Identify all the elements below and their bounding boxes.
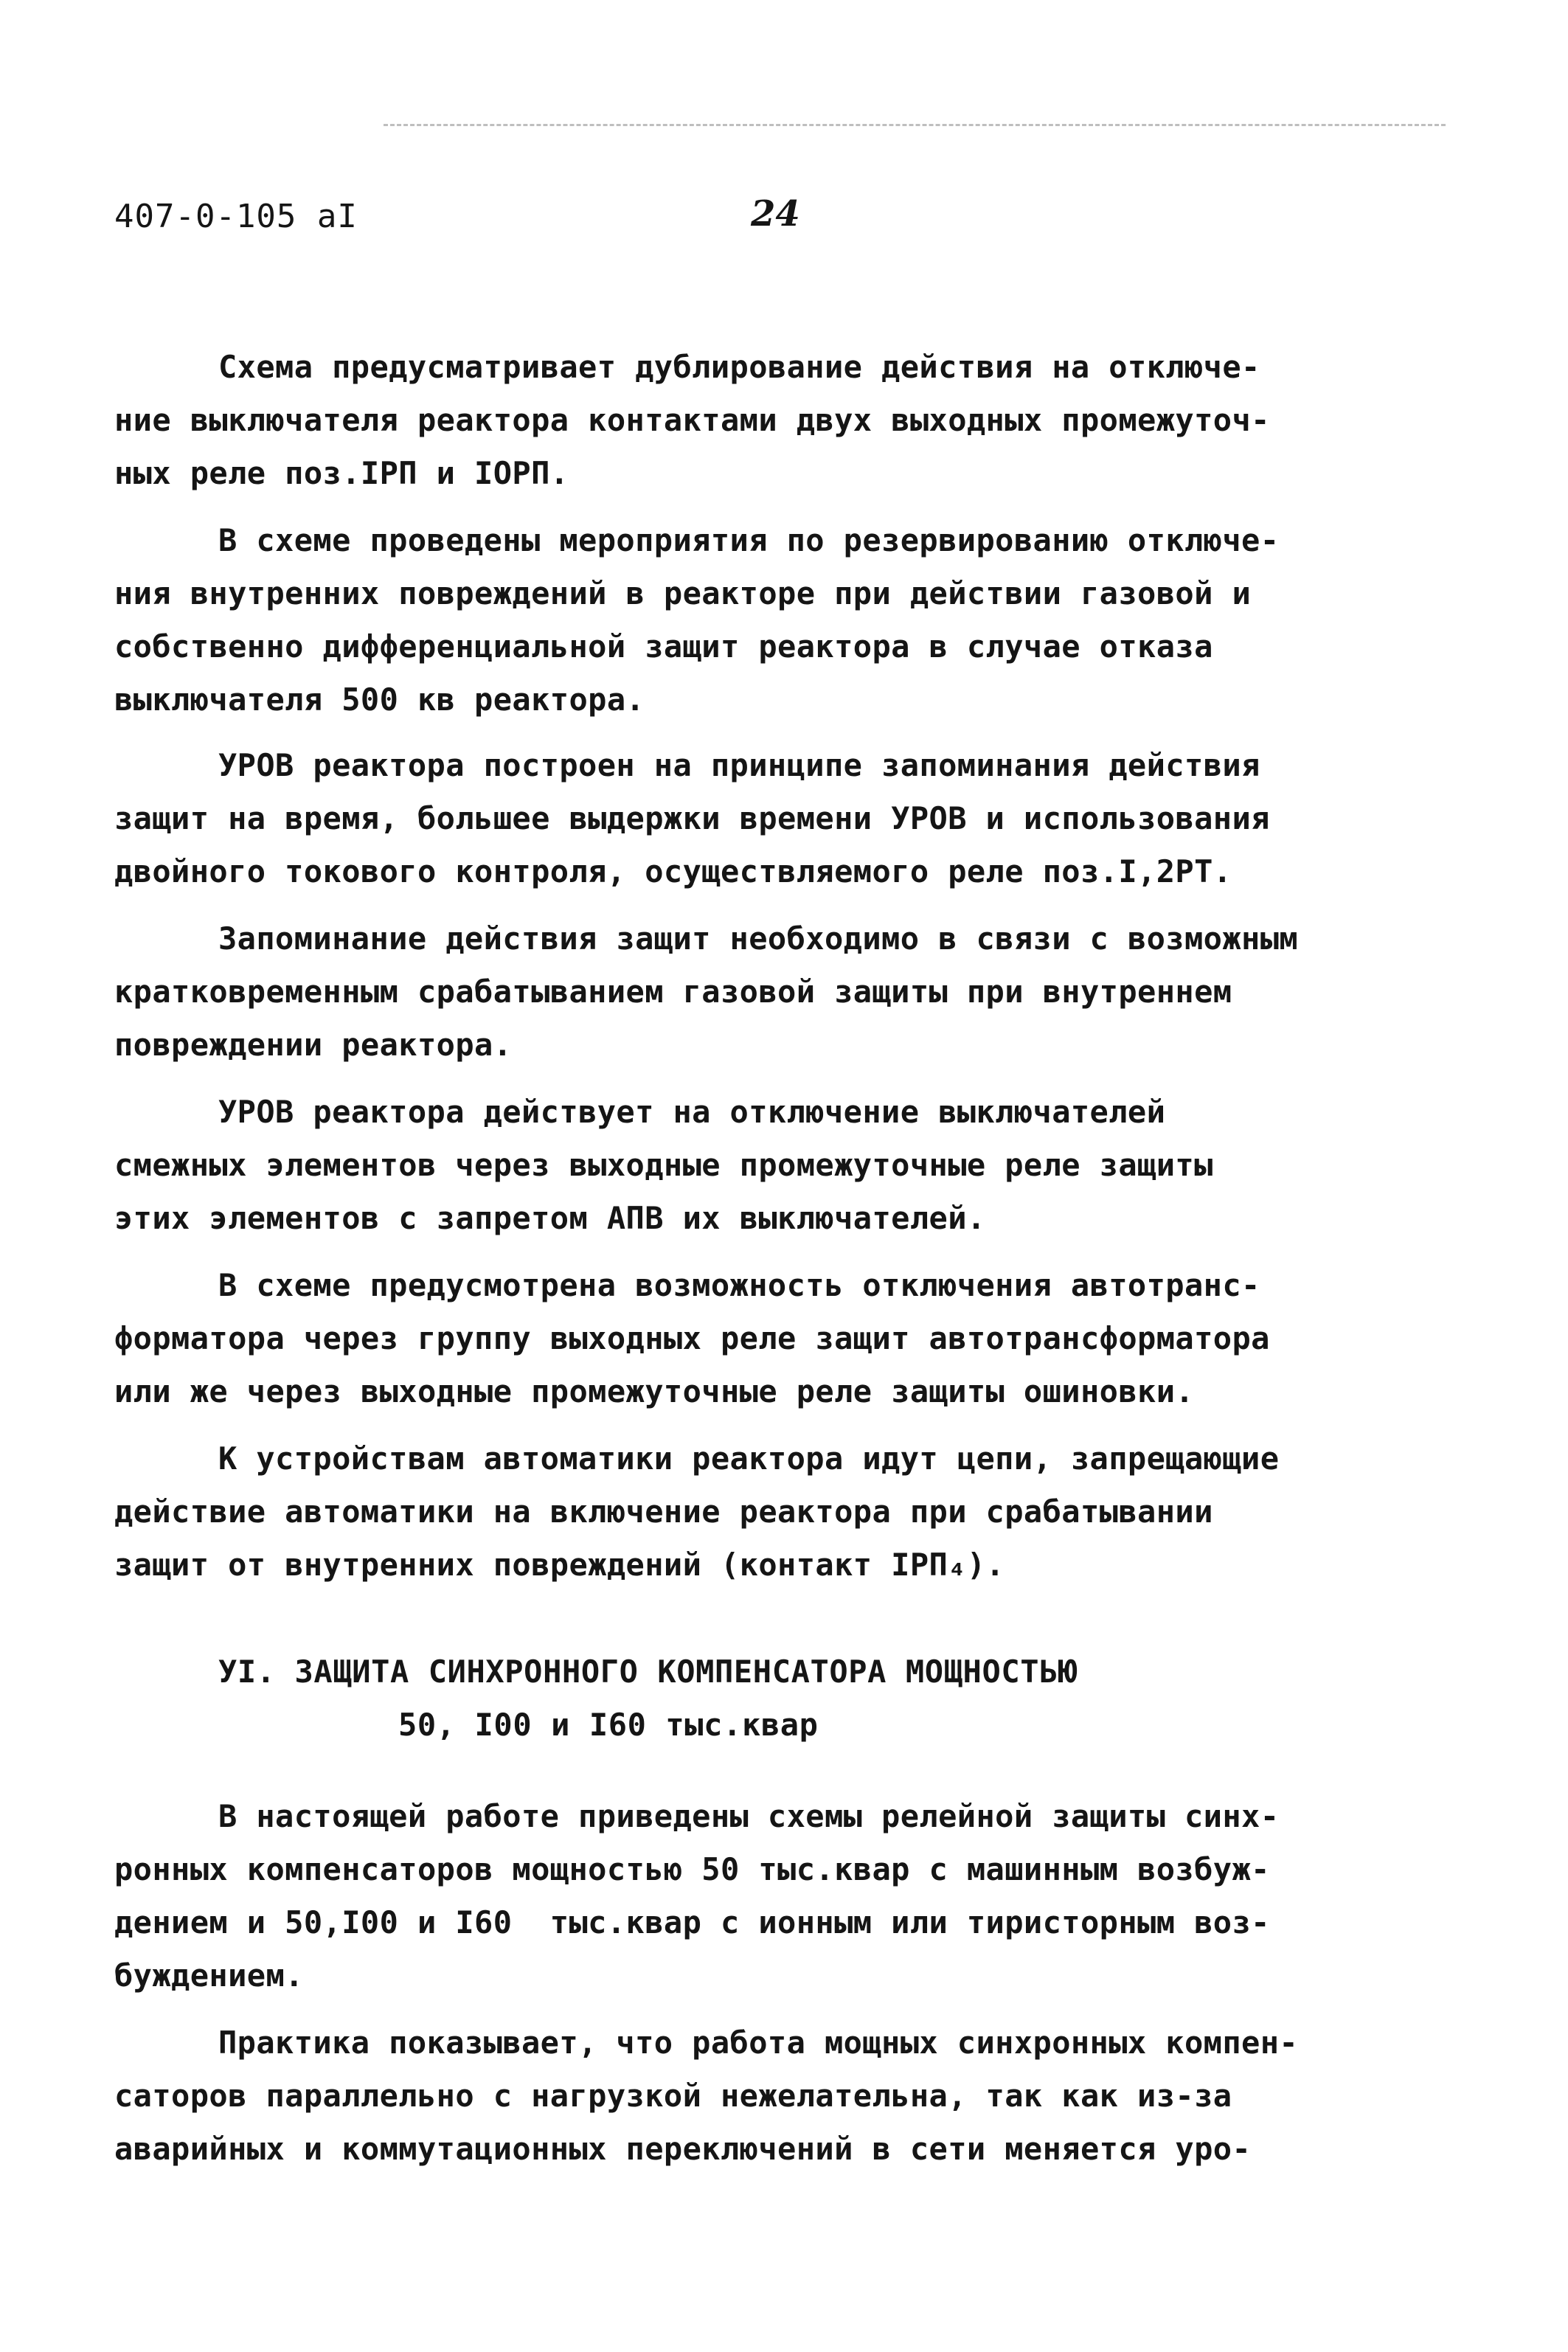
paragraph-7-line-2: действие автоматики на включение реактора при срабатывании xyxy=(114,1494,1213,1530)
paragraph-3-line-3: двойного токового контроля, осуществляемого реле поз.I,2РТ. xyxy=(114,853,1232,889)
paragraph-1-line-3: ных реле поз.IРП и IОРП. xyxy=(114,455,569,491)
paragraph-2-line-2: ния внутренних повреждений в реакторе при действии газовой и xyxy=(114,575,1252,611)
paragraph-2-line-3: собственно дифференциальной защит реактора в случае отказа xyxy=(114,628,1213,665)
paragraph-7-line-3: защит от внутренних повреждений (контакт IРП₄). xyxy=(114,1547,1005,1583)
section-paragraph-1-line-1: В настоящей работе приведены схемы релейной защиты синх- xyxy=(218,1798,1280,1834)
paragraph-5-line-1: УРОВ реактора действует на отключение выключателей xyxy=(218,1094,1166,1130)
paragraph-3-line-2: защит на время, большее выдержки времени УРОВ и использования xyxy=(114,800,1270,836)
page-number: 24 xyxy=(751,193,800,235)
paragraph-3-line-1: УРОВ реактора построен на принципе запоминания действия xyxy=(218,747,1260,783)
section-paragraph-2-line-1: Практика показывает, что работа мощных синхронных компен- xyxy=(218,2025,1299,2061)
section-paragraph-2-line-3: аварийных и коммутационных переключений в сети меняется уро- xyxy=(114,2131,1252,2167)
section-paragraph-2-line-2: саторов параллельно с нагрузкой нежелательна, так как из-за xyxy=(114,2078,1232,2114)
document-code: 407-0-105 аI xyxy=(114,198,358,235)
paragraph-7-line-1: К устройствам автоматики реактора идут цепи, запрещающие xyxy=(218,1440,1280,1477)
section-heading-line-1: УI. ЗАЩИТА СИНХРОННОГО КОМПЕНСАТОРА МОЩНОСТЬЮ xyxy=(218,1654,1078,1690)
section-paragraph-1-line-3: дением и 50,I00 и I60 тыс.квар с ионным или тиристорным воз- xyxy=(114,1904,1270,1940)
paragraph-4-line-1: Запоминание действия защит необходимо в связи с возможным xyxy=(218,920,1299,957)
paragraph-2-line-1: В схеме проведены мероприятия по резервированию отключе- xyxy=(218,522,1280,558)
scan-artifact-line xyxy=(384,124,1446,136)
paragraph-4-line-3: повреждении реактора. xyxy=(114,1027,513,1063)
paragraph-4-line-2: кратковременным срабатыванием газовой защиты при внутреннем xyxy=(114,974,1232,1010)
paragraph-6-line-2: форматора через группу выходных реле защит автотрансформатора xyxy=(114,1320,1270,1356)
paragraph-6-line-3: или же через выходные промежуточные реле защиты ошиновки. xyxy=(114,1373,1195,1409)
paragraph-1-line-1: Схема предусматривает дублирование действия на отключе- xyxy=(218,349,1260,385)
section-paragraph-1-line-2: ронных компенсаторов мощностью 50 тыс.квар с машинным возбуж- xyxy=(114,1851,1270,1887)
paragraph-1-line-2: ние выключателя реактора контактами двух выходных промежуточ- xyxy=(114,402,1270,438)
paragraph-6-line-1: В схеме предусмотрена возможность отключения автотранс- xyxy=(218,1267,1260,1303)
paragraph-5-line-3: этих элементов с запретом АПВ их выключателей. xyxy=(114,1200,986,1236)
paragraph-5-line-2: смежных элементов через выходные промежуточные реле защиты xyxy=(114,1147,1213,1183)
section-paragraph-1-line-4: буждением. xyxy=(114,1957,304,1994)
section-heading-line-2: 50, I00 и I60 тыс.квар xyxy=(398,1707,819,1743)
paragraph-2-line-4: выключателя 500 кв реактора. xyxy=(114,681,645,718)
